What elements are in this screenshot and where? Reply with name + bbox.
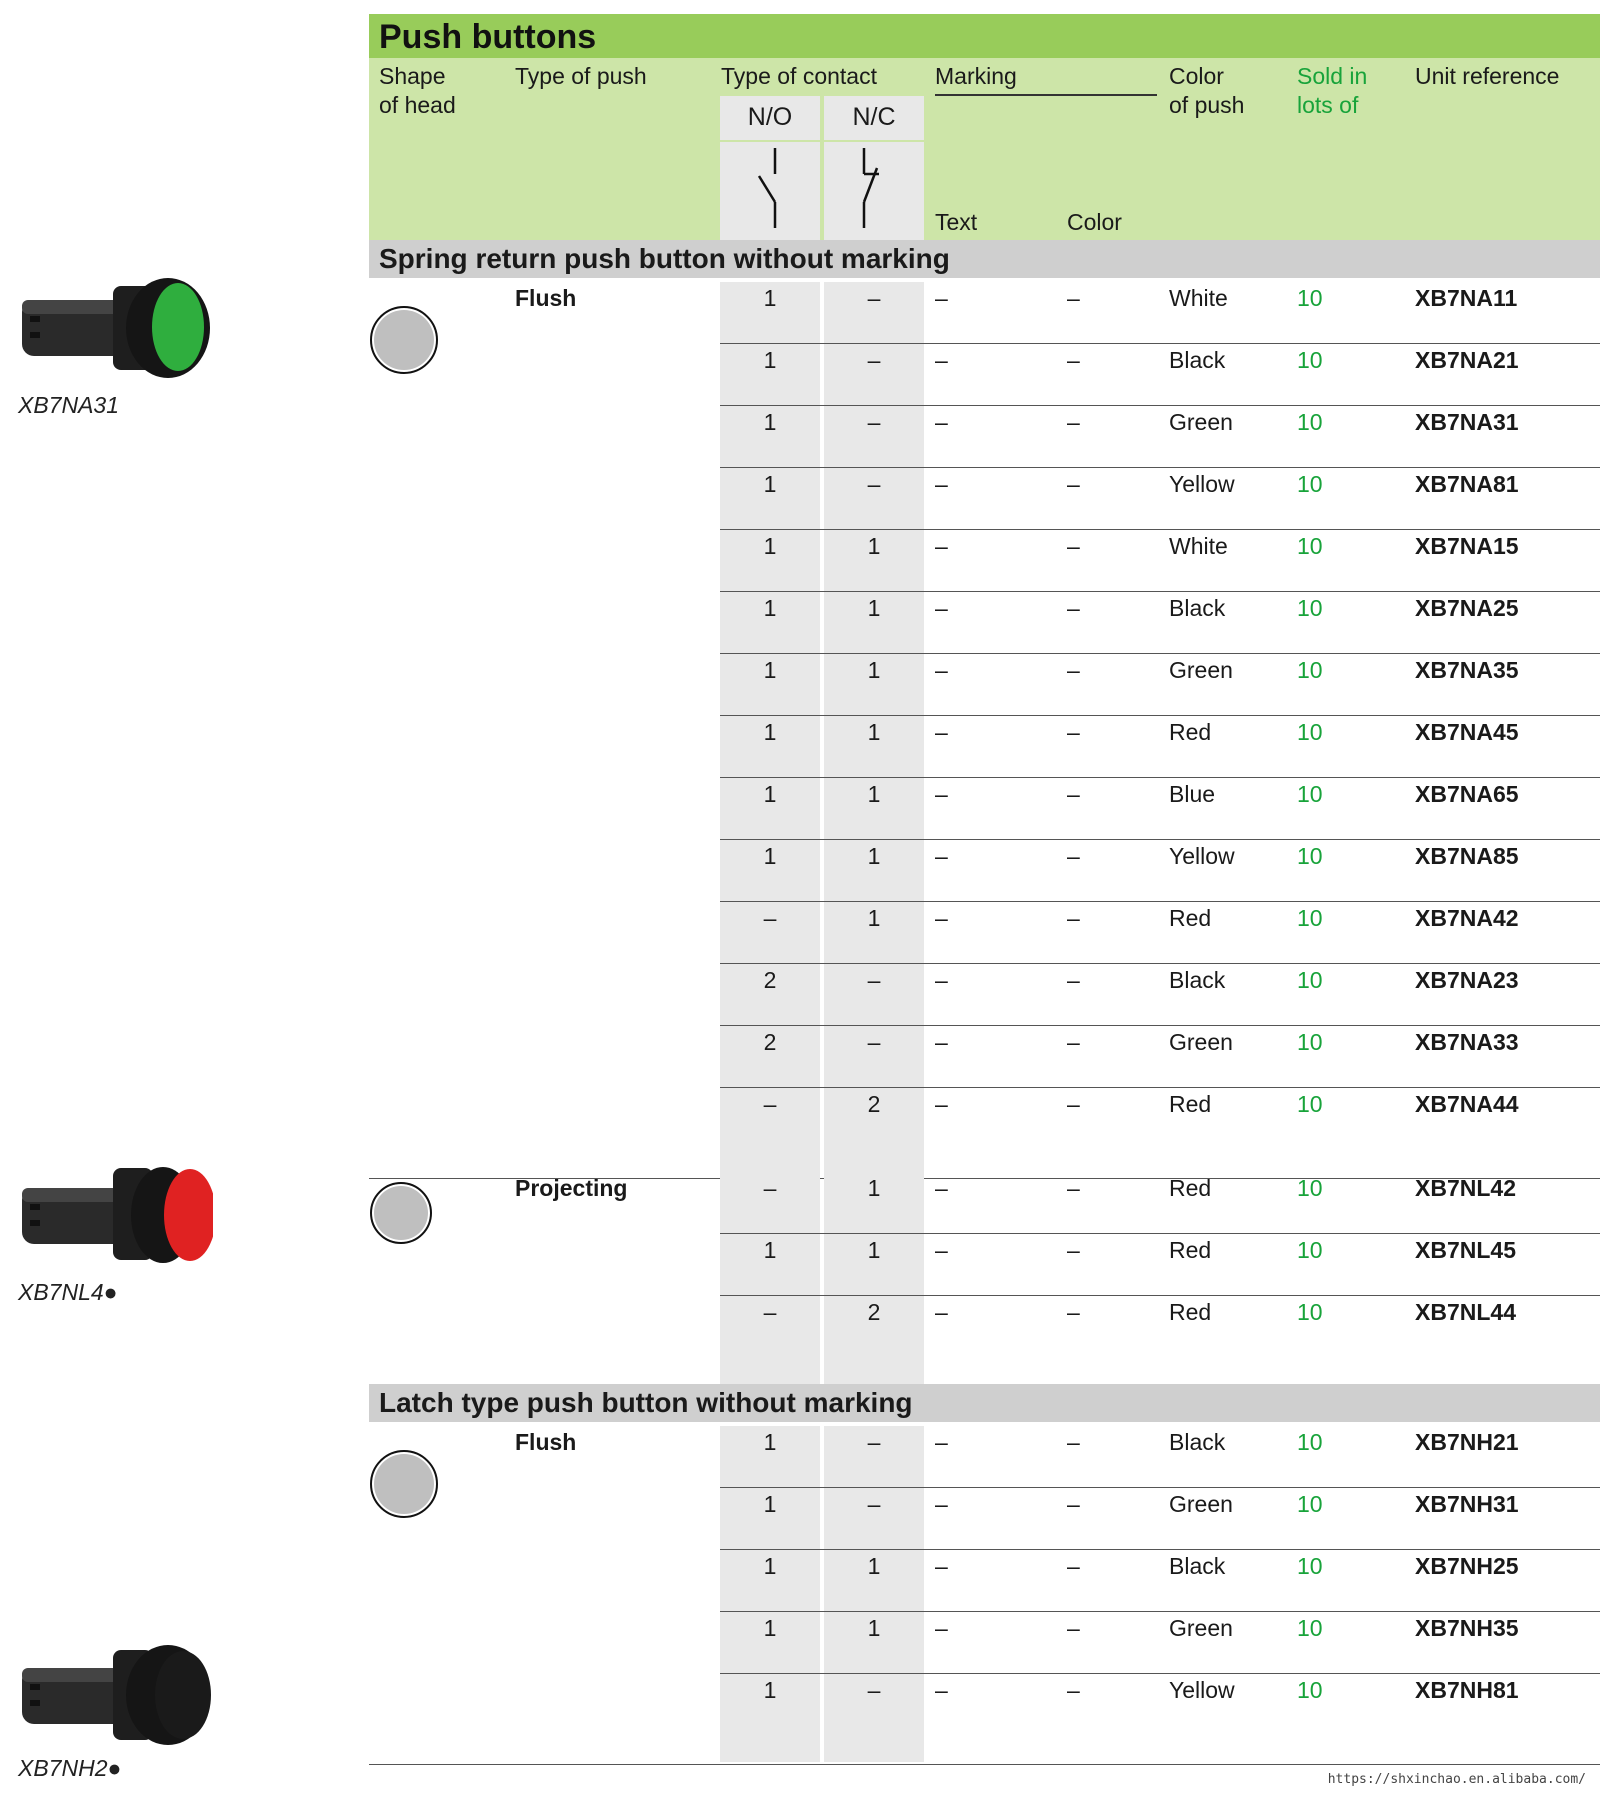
table-row <box>0 282 1600 344</box>
marking-color: – <box>1067 1553 1080 1579</box>
push-color: Red <box>1169 1175 1212 1201</box>
push-color: Green <box>1169 657 1233 683</box>
marking-color: – <box>1067 409 1080 435</box>
marking-color: – <box>1067 1429 1080 1455</box>
no-count: 1 <box>763 409 777 435</box>
unit-reference: XB7NH25 <box>1415 1553 1519 1579</box>
table-row <box>0 592 1600 654</box>
table-row <box>0 1026 1600 1088</box>
table-row <box>0 1612 1600 1674</box>
lot-size: 10 <box>1297 781 1323 807</box>
table-row <box>0 1426 1600 1488</box>
nc-count: 1 <box>867 781 881 807</box>
type-of-push-label: Flush <box>515 1429 577 1455</box>
no-count: 1 <box>763 781 777 807</box>
unit-reference: XB7NL45 <box>1415 1237 1516 1263</box>
no-count: 2 <box>763 1029 777 1055</box>
unit-reference: XB7NA23 <box>1415 967 1519 993</box>
no-count: – <box>763 905 777 931</box>
lot-size: 10 <box>1297 471 1323 497</box>
marking-color: – <box>1067 1299 1080 1325</box>
nc-count: – <box>867 471 881 497</box>
table-row <box>0 1172 1600 1234</box>
header-marking: Marking <box>935 63 1017 89</box>
nc-count: 2 <box>867 1091 881 1117</box>
no-count: 1 <box>763 595 777 621</box>
table-row <box>0 654 1600 716</box>
section-header <box>369 1384 1600 1422</box>
lot-size: 10 <box>1297 347 1323 373</box>
unit-reference: XB7NH35 <box>1415 1615 1519 1641</box>
header-sold-in: Sold in lots of <box>1297 63 1368 118</box>
no-count: 1 <box>763 1615 777 1641</box>
unit-reference: XB7NA81 <box>1415 471 1519 497</box>
marking-text: – <box>935 1491 948 1517</box>
unit-reference: XB7NA65 <box>1415 781 1519 807</box>
table-row <box>0 1088 1600 1150</box>
no-count: 1 <box>763 285 777 311</box>
marking-color: – <box>1067 1491 1080 1517</box>
nc-count: – <box>867 967 881 993</box>
table-row <box>0 406 1600 468</box>
push-color: Black <box>1169 1553 1226 1579</box>
unit-reference: XB7NH81 <box>1415 1677 1519 1703</box>
unit-reference: XB7NA25 <box>1415 595 1519 621</box>
unit-reference: XB7NA85 <box>1415 843 1519 869</box>
marking-text: – <box>935 1029 948 1055</box>
marking-color: – <box>1067 657 1080 683</box>
table-row <box>0 1296 1600 1358</box>
marking-text: – <box>935 1237 948 1263</box>
product-caption: XB7NH2● <box>18 1755 122 1781</box>
marking-color: – <box>1067 967 1080 993</box>
marking-text: – <box>935 1091 948 1117</box>
no-count: 1 <box>763 1553 777 1579</box>
unit-reference: XB7NA15 <box>1415 533 1519 559</box>
lot-size: 10 <box>1297 1615 1323 1641</box>
no-count: 1 <box>763 471 777 497</box>
push-color: Green <box>1169 409 1233 435</box>
no-count: 1 <box>763 657 777 683</box>
page-title: Push buttons <box>379 18 597 56</box>
lot-size: 10 <box>1297 1677 1323 1703</box>
product-caption: XB7NL4● <box>18 1279 118 1305</box>
header-shape: Shape of head <box>379 63 456 118</box>
push-color: Green <box>1169 1491 1233 1517</box>
unit-reference: XB7NA42 <box>1415 905 1519 931</box>
header-type-of-push: Type of push <box>515 63 647 89</box>
nc-count: 1 <box>867 533 881 559</box>
lot-size: 10 <box>1297 1429 1323 1455</box>
header-color-of-push: Color of push <box>1169 63 1245 118</box>
unit-reference: XB7NH21 <box>1415 1429 1519 1455</box>
unit-reference: XB7NA21 <box>1415 347 1519 373</box>
marking-text: – <box>935 719 948 745</box>
push-color: Black <box>1169 347 1226 373</box>
push-color: Red <box>1169 905 1212 931</box>
table-row <box>0 1674 1600 1736</box>
lot-size: 10 <box>1297 1175 1323 1201</box>
push-color: Yellow <box>1169 843 1235 869</box>
nc-contact-symbol-icon <box>849 146 899 230</box>
marking-color: – <box>1067 905 1080 931</box>
marking-text: – <box>935 1615 948 1641</box>
nc-count: 1 <box>867 657 881 683</box>
nc-count: – <box>867 1029 881 1055</box>
marking-text: – <box>935 1175 948 1201</box>
header-type-of-contact: Type of contact <box>721 63 877 89</box>
push-color: Yellow <box>1169 1677 1235 1703</box>
push-color: Black <box>1169 1429 1226 1455</box>
marking-color: – <box>1067 1091 1080 1117</box>
lot-size: 10 <box>1297 1237 1323 1263</box>
section-title: Latch type push button without marking <box>379 1387 913 1418</box>
marking-text: – <box>935 1553 948 1579</box>
push-color: Red <box>1169 1299 1212 1325</box>
push-color: White <box>1169 533 1228 559</box>
header-color: Color <box>1067 209 1122 235</box>
push-color: Blue <box>1169 781 1216 807</box>
table-row <box>0 964 1600 1026</box>
product-caption: XB7NA31 <box>18 392 120 418</box>
header-unit-reference: Unit reference <box>1415 63 1560 89</box>
lot-size: 10 <box>1297 533 1323 559</box>
table-row <box>0 778 1600 840</box>
nc-count: – <box>867 409 881 435</box>
lot-size: 10 <box>1297 967 1323 993</box>
push-color: Black <box>1169 967 1226 993</box>
nc-count: 1 <box>867 1175 881 1201</box>
section-title: Spring return push button without marking <box>379 243 950 274</box>
marking-text: – <box>935 843 948 869</box>
no-count: – <box>763 1091 777 1117</box>
push-color: Green <box>1169 1029 1233 1055</box>
marking-color: – <box>1067 1677 1080 1703</box>
marking-text: – <box>935 967 948 993</box>
nc-count: – <box>867 1677 881 1703</box>
no-count: 1 <box>763 1429 777 1455</box>
push-color: Red <box>1169 1237 1212 1263</box>
unit-reference: XB7NA45 <box>1415 719 1519 745</box>
group-divider <box>369 1764 1600 1765</box>
nc-count: 2 <box>867 1299 881 1325</box>
nc-count: – <box>867 285 881 311</box>
lot-size: 10 <box>1297 1299 1323 1325</box>
no-count: 2 <box>763 967 777 993</box>
table-title-bar <box>369 14 1600 58</box>
nc-count: 1 <box>867 843 881 869</box>
marking-text: – <box>935 409 948 435</box>
table-row <box>0 1488 1600 1550</box>
lot-size: 10 <box>1297 409 1323 435</box>
no-count: 1 <box>763 533 777 559</box>
no-count: 1 <box>763 1677 777 1703</box>
no-count: – <box>763 1175 777 1201</box>
table-row <box>0 344 1600 406</box>
marking-color: – <box>1067 1029 1080 1055</box>
section-header <box>369 240 1600 278</box>
table-row <box>0 902 1600 964</box>
marking-color: – <box>1067 471 1080 497</box>
no-count: 1 <box>763 1491 777 1517</box>
no-count: 1 <box>763 843 777 869</box>
unit-reference: XB7NA33 <box>1415 1029 1519 1055</box>
push-color: Red <box>1169 719 1212 745</box>
marking-text: – <box>935 533 948 559</box>
lot-size: 10 <box>1297 1091 1323 1117</box>
marking-color: – <box>1067 843 1080 869</box>
nc-count: 1 <box>867 719 881 745</box>
marking-text: – <box>935 1677 948 1703</box>
marking-color: – <box>1067 1175 1080 1201</box>
lot-size: 10 <box>1297 719 1323 745</box>
marking-color: – <box>1067 719 1080 745</box>
unit-reference: XB7NA44 <box>1415 1091 1519 1117</box>
header-no: N/O <box>747 103 793 131</box>
marking-rule <box>935 94 1157 96</box>
nc-count: 1 <box>867 595 881 621</box>
unit-reference: XB7NA31 <box>1415 409 1519 435</box>
lot-size: 10 <box>1297 1491 1323 1517</box>
marking-text: – <box>935 285 948 311</box>
table-row <box>0 1234 1600 1296</box>
marking-color: – <box>1067 1237 1080 1263</box>
lot-size: 10 <box>1297 657 1323 683</box>
marking-text: – <box>935 595 948 621</box>
marking-color: – <box>1067 1615 1080 1641</box>
no-count: 1 <box>763 719 777 745</box>
marking-text: – <box>935 781 948 807</box>
marking-text: – <box>935 657 948 683</box>
push-color: Black <box>1169 595 1226 621</box>
marking-text: – <box>935 347 948 373</box>
push-color: Green <box>1169 1615 1233 1641</box>
header-nc: N/C <box>852 103 896 131</box>
marking-color: – <box>1067 533 1080 559</box>
marking-text: – <box>935 1429 948 1455</box>
no-count: 1 <box>763 1237 777 1263</box>
lot-size: 10 <box>1297 905 1323 931</box>
lot-size: 10 <box>1297 595 1323 621</box>
marking-text: – <box>935 905 948 931</box>
nc-count: 1 <box>867 1237 881 1263</box>
marking-color: – <box>1067 595 1080 621</box>
nc-count: 1 <box>867 1553 881 1579</box>
unit-reference: XB7NA11 <box>1415 285 1518 311</box>
table-row <box>0 530 1600 592</box>
push-color: White <box>1169 285 1228 311</box>
push-color: Red <box>1169 1091 1212 1117</box>
no-count: – <box>763 1299 777 1325</box>
lot-size: 10 <box>1297 285 1323 311</box>
table-row <box>0 468 1600 530</box>
lot-size: 10 <box>1297 843 1323 869</box>
lot-size: 10 <box>1297 1029 1323 1055</box>
nc-count: – <box>867 347 881 373</box>
nc-count: 1 <box>867 905 881 931</box>
unit-reference: XB7NL42 <box>1415 1175 1516 1201</box>
marking-color: – <box>1067 781 1080 807</box>
marking-color: – <box>1067 347 1080 373</box>
nc-count: – <box>867 1429 881 1455</box>
marking-text: – <box>935 471 948 497</box>
unit-reference: XB7NH31 <box>1415 1491 1519 1517</box>
lot-size: 10 <box>1297 1553 1323 1579</box>
type-of-push-label: Projecting <box>515 1175 628 1201</box>
header-text: Text <box>935 209 978 235</box>
marking-text: – <box>935 1299 948 1325</box>
nc-count: – <box>867 1491 881 1517</box>
marking-color: – <box>1067 285 1080 311</box>
no-contact-symbol-icon <box>745 146 795 230</box>
nc-count: 1 <box>867 1615 881 1641</box>
unit-reference: XB7NA35 <box>1415 657 1519 683</box>
table-row <box>0 840 1600 902</box>
footer-url: https://shxinchao.en.alibaba.com/ <box>1327 1772 1586 1787</box>
no-count: 1 <box>763 347 777 373</box>
table-row <box>0 716 1600 778</box>
type-of-push-label: Flush <box>515 285 577 311</box>
table-row <box>0 1550 1600 1612</box>
push-color: Yellow <box>1169 471 1235 497</box>
unit-reference: XB7NL44 <box>1415 1299 1516 1325</box>
